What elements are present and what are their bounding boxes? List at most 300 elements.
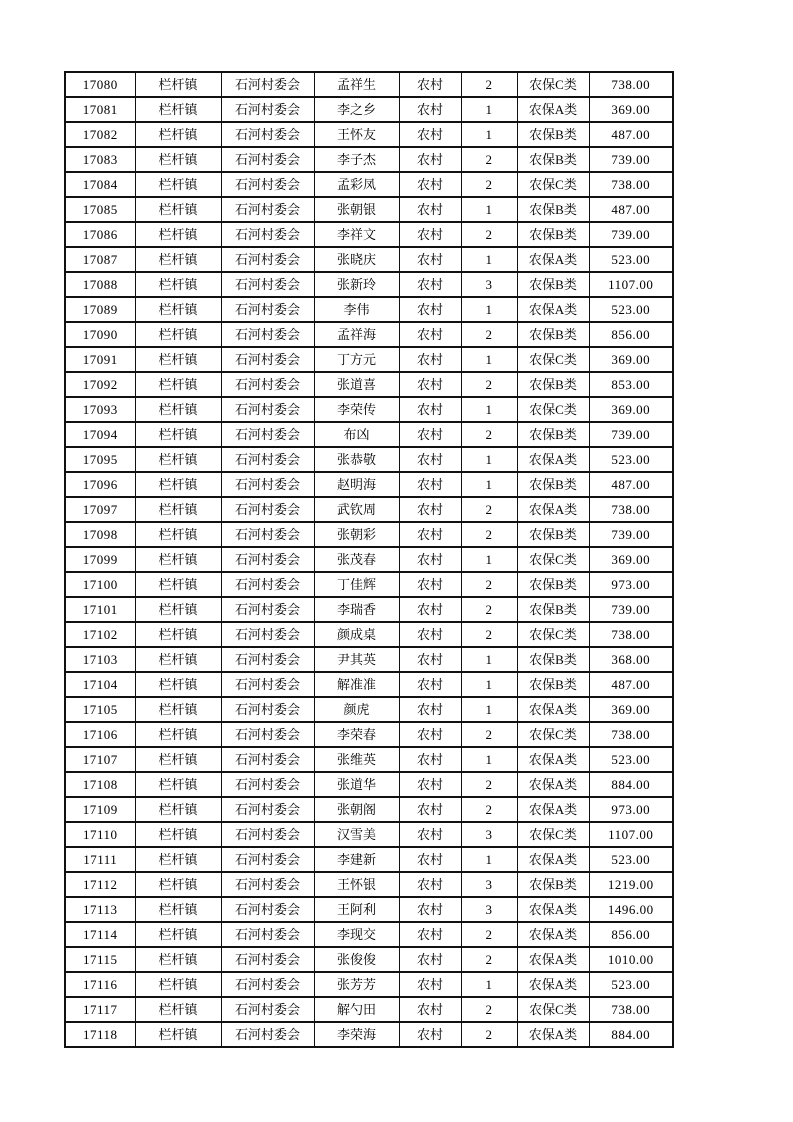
cell-town: 栏杆镇 xyxy=(135,897,221,922)
cell-residence-type: 农村 xyxy=(399,72,461,97)
cell-residence-type: 农村 xyxy=(399,972,461,997)
cell-amount: 1219.00 xyxy=(589,872,673,897)
cell-residence-type: 农村 xyxy=(399,397,461,422)
cell-amount: 487.00 xyxy=(589,122,673,147)
cell-village-committee: 石河村委会 xyxy=(221,497,314,522)
cell-insurance-category: 农保C类 xyxy=(517,72,589,97)
cell-town: 栏杆镇 xyxy=(135,347,221,372)
table-row xyxy=(65,622,673,647)
cell-person-name: 王阿利 xyxy=(314,897,399,922)
cell-person-name: 张道喜 xyxy=(314,372,399,397)
cell-person-name: 李荣海 xyxy=(314,1022,399,1047)
table-row xyxy=(65,822,673,847)
cell-town: 栏杆镇 xyxy=(135,97,221,122)
cell-residence-type: 农村 xyxy=(399,497,461,522)
cell-person-name: 尹其英 xyxy=(314,647,399,672)
cell-amount: 973.00 xyxy=(589,572,673,597)
table-row xyxy=(65,197,673,222)
cell-insurance-category: 农保B类 xyxy=(517,147,589,172)
cell-insurance-category: 农保A类 xyxy=(517,772,589,797)
cell-insurance-category: 农保A类 xyxy=(517,922,589,947)
cell-serial-number: 17080 xyxy=(65,72,135,97)
cell-village-committee: 石河村委会 xyxy=(221,147,314,172)
cell-village-committee: 石河村委会 xyxy=(221,372,314,397)
cell-person-count: 2 xyxy=(461,522,517,547)
cell-amount: 523.00 xyxy=(589,297,673,322)
cell-residence-type: 农村 xyxy=(399,572,461,597)
cell-residence-type: 农村 xyxy=(399,697,461,722)
cell-person-name: 解勺田 xyxy=(314,997,399,1022)
cell-village-committee: 石河村委会 xyxy=(221,222,314,247)
cell-person-count: 2 xyxy=(461,947,517,972)
cell-serial-number: 17096 xyxy=(65,472,135,497)
table-row xyxy=(65,222,673,247)
cell-village-committee: 石河村委会 xyxy=(221,247,314,272)
cell-serial-number: 17084 xyxy=(65,172,135,197)
cell-insurance-category: 农保B类 xyxy=(517,597,589,622)
cell-village-committee: 石河村委会 xyxy=(221,447,314,472)
cell-person-name: 李祥文 xyxy=(314,222,399,247)
cell-person-count: 2 xyxy=(461,922,517,947)
cell-insurance-category: 农保B类 xyxy=(517,322,589,347)
cell-person-count: 1 xyxy=(461,247,517,272)
table-row xyxy=(65,547,673,572)
cell-person-count: 2 xyxy=(461,997,517,1022)
cell-town: 栏杆镇 xyxy=(135,797,221,822)
cell-person-count: 3 xyxy=(461,897,517,922)
cell-person-count: 2 xyxy=(461,322,517,347)
cell-residence-type: 农村 xyxy=(399,647,461,672)
cell-insurance-category: 农保C类 xyxy=(517,822,589,847)
cell-insurance-category: 农保A类 xyxy=(517,697,589,722)
cell-insurance-category: 农保C类 xyxy=(517,547,589,572)
cell-serial-number: 17094 xyxy=(65,422,135,447)
cell-village-committee: 石河村委会 xyxy=(221,297,314,322)
cell-insurance-category: 农保B类 xyxy=(517,647,589,672)
table-row xyxy=(65,422,673,447)
cell-residence-type: 农村 xyxy=(399,97,461,122)
cell-person-name: 赵明海 xyxy=(314,472,399,497)
cell-insurance-category: 农保A类 xyxy=(517,97,589,122)
cell-serial-number: 17086 xyxy=(65,222,135,247)
cell-serial-number: 17114 xyxy=(65,922,135,947)
cell-amount: 973.00 xyxy=(589,797,673,822)
table-row xyxy=(65,1022,673,1047)
cell-residence-type: 农村 xyxy=(399,522,461,547)
cell-person-count: 3 xyxy=(461,872,517,897)
table-row xyxy=(65,597,673,622)
cell-town: 栏杆镇 xyxy=(135,822,221,847)
cell-person-name: 丁方元 xyxy=(314,347,399,372)
cell-insurance-category: 农保C类 xyxy=(517,347,589,372)
cell-village-committee: 石河村委会 xyxy=(221,597,314,622)
cell-person-count: 1 xyxy=(461,397,517,422)
cell-serial-number: 17113 xyxy=(65,897,135,922)
cell-serial-number: 17104 xyxy=(65,672,135,697)
cell-person-count: 1 xyxy=(461,97,517,122)
cell-person-count: 1 xyxy=(461,847,517,872)
table-row xyxy=(65,272,673,297)
cell-amount: 487.00 xyxy=(589,197,673,222)
cell-insurance-category: 农保A类 xyxy=(517,747,589,772)
cell-village-committee: 石河村委会 xyxy=(221,997,314,1022)
cell-person-count: 1 xyxy=(461,747,517,772)
cell-amount: 368.00 xyxy=(589,647,673,672)
cell-serial-number: 17098 xyxy=(65,522,135,547)
cell-town: 栏杆镇 xyxy=(135,772,221,797)
cell-residence-type: 农村 xyxy=(399,122,461,147)
cell-town: 栏杆镇 xyxy=(135,372,221,397)
cell-residence-type: 农村 xyxy=(399,172,461,197)
cell-residence-type: 农村 xyxy=(399,822,461,847)
cell-amount: 856.00 xyxy=(589,922,673,947)
cell-person-count: 1 xyxy=(461,197,517,222)
cell-amount: 739.00 xyxy=(589,597,673,622)
cell-person-count: 2 xyxy=(461,597,517,622)
cell-serial-number: 17081 xyxy=(65,97,135,122)
cell-residence-type: 农村 xyxy=(399,722,461,747)
cell-person-name: 张俊俊 xyxy=(314,947,399,972)
cell-town: 栏杆镇 xyxy=(135,672,221,697)
table-row xyxy=(65,397,673,422)
cell-village-committee: 石河村委会 xyxy=(221,97,314,122)
cell-village-committee: 石河村委会 xyxy=(221,72,314,97)
cell-town: 栏杆镇 xyxy=(135,122,221,147)
cell-amount: 739.00 xyxy=(589,147,673,172)
cell-village-committee: 石河村委会 xyxy=(221,547,314,572)
cell-residence-type: 农村 xyxy=(399,922,461,947)
cell-serial-number: 17110 xyxy=(65,822,135,847)
cell-amount: 738.00 xyxy=(589,997,673,1022)
cell-amount: 523.00 xyxy=(589,447,673,472)
cell-insurance-category: 农保B类 xyxy=(517,422,589,447)
cell-village-committee: 石河村委会 xyxy=(221,572,314,597)
table-row xyxy=(65,747,673,772)
cell-town: 栏杆镇 xyxy=(135,172,221,197)
cell-serial-number: 17102 xyxy=(65,622,135,647)
cell-person-name: 武钦周 xyxy=(314,497,399,522)
insurance-payment-table xyxy=(64,71,674,1048)
cell-village-committee: 石河村委会 xyxy=(221,672,314,697)
cell-town: 栏杆镇 xyxy=(135,197,221,222)
cell-serial-number: 17103 xyxy=(65,647,135,672)
cell-town: 栏杆镇 xyxy=(135,622,221,647)
cell-amount: 487.00 xyxy=(589,472,673,497)
cell-insurance-category: 农保A类 xyxy=(517,497,589,522)
cell-person-name: 李建新 xyxy=(314,847,399,872)
cell-insurance-category: 农保B类 xyxy=(517,872,589,897)
cell-insurance-category: 农保B类 xyxy=(517,272,589,297)
cell-residence-type: 农村 xyxy=(399,247,461,272)
cell-person-name: 李瑞香 xyxy=(314,597,399,622)
cell-person-name: 李子杰 xyxy=(314,147,399,172)
cell-residence-type: 农村 xyxy=(399,222,461,247)
table-row xyxy=(65,447,673,472)
cell-amount: 369.00 xyxy=(589,97,673,122)
cell-amount: 369.00 xyxy=(589,347,673,372)
cell-serial-number: 17082 xyxy=(65,122,135,147)
cell-person-count: 1 xyxy=(461,347,517,372)
cell-town: 栏杆镇 xyxy=(135,972,221,997)
table-row xyxy=(65,722,673,747)
table-row xyxy=(65,922,673,947)
cell-village-committee: 石河村委会 xyxy=(221,472,314,497)
cell-person-name: 张恭敬 xyxy=(314,447,399,472)
table-row xyxy=(65,97,673,122)
cell-person-name: 解准准 xyxy=(314,672,399,697)
cell-person-name: 丁佳辉 xyxy=(314,572,399,597)
cell-town: 栏杆镇 xyxy=(135,547,221,572)
cell-person-count: 1 xyxy=(461,297,517,322)
table-row xyxy=(65,772,673,797)
cell-village-committee: 石河村委会 xyxy=(221,797,314,822)
cell-amount: 523.00 xyxy=(589,247,673,272)
cell-serial-number: 17112 xyxy=(65,872,135,897)
cell-person-count: 1 xyxy=(461,697,517,722)
cell-person-count: 2 xyxy=(461,572,517,597)
cell-person-name: 汉雪美 xyxy=(314,822,399,847)
cell-village-committee: 石河村委会 xyxy=(221,422,314,447)
cell-town: 栏杆镇 xyxy=(135,697,221,722)
table-row xyxy=(65,72,673,97)
cell-insurance-category: 农保A类 xyxy=(517,447,589,472)
table-row xyxy=(65,997,673,1022)
table-row xyxy=(65,947,673,972)
cell-person-name: 王怀银 xyxy=(314,872,399,897)
cell-town: 栏杆镇 xyxy=(135,272,221,297)
cell-person-count: 1 xyxy=(461,122,517,147)
cell-person-count: 1 xyxy=(461,647,517,672)
cell-serial-number: 17093 xyxy=(65,397,135,422)
cell-village-committee: 石河村委会 xyxy=(221,922,314,947)
cell-person-name: 颜虎 xyxy=(314,697,399,722)
cell-amount: 1107.00 xyxy=(589,272,673,297)
cell-person-count: 2 xyxy=(461,72,517,97)
cell-amount: 523.00 xyxy=(589,972,673,997)
cell-residence-type: 农村 xyxy=(399,797,461,822)
cell-town: 栏杆镇 xyxy=(135,72,221,97)
cell-village-committee: 石河村委会 xyxy=(221,197,314,222)
cell-insurance-category: 农保B类 xyxy=(517,372,589,397)
cell-village-committee: 石河村委会 xyxy=(221,947,314,972)
table-row xyxy=(65,497,673,522)
cell-town: 栏杆镇 xyxy=(135,997,221,1022)
cell-serial-number: 17085 xyxy=(65,197,135,222)
cell-serial-number: 17101 xyxy=(65,597,135,622)
cell-residence-type: 农村 xyxy=(399,197,461,222)
cell-person-count: 2 xyxy=(461,1022,517,1047)
cell-amount: 738.00 xyxy=(589,172,673,197)
cell-person-name: 颜成桌 xyxy=(314,622,399,647)
table-row xyxy=(65,297,673,322)
cell-residence-type: 农村 xyxy=(399,472,461,497)
cell-town: 栏杆镇 xyxy=(135,847,221,872)
cell-village-committee: 石河村委会 xyxy=(221,172,314,197)
table-row xyxy=(65,872,673,897)
cell-town: 栏杆镇 xyxy=(135,322,221,347)
cell-town: 栏杆镇 xyxy=(135,472,221,497)
cell-serial-number: 17115 xyxy=(65,947,135,972)
cell-amount: 523.00 xyxy=(589,747,673,772)
cell-person-count: 2 xyxy=(461,422,517,447)
cell-village-committee: 石河村委会 xyxy=(221,322,314,347)
cell-person-count: 2 xyxy=(461,772,517,797)
cell-insurance-category: 农保C类 xyxy=(517,172,589,197)
cell-amount: 1010.00 xyxy=(589,947,673,972)
table-row xyxy=(65,522,673,547)
cell-village-committee: 石河村委会 xyxy=(221,1022,314,1047)
cell-serial-number: 17083 xyxy=(65,147,135,172)
table-row xyxy=(65,572,673,597)
cell-village-committee: 石河村委会 xyxy=(221,872,314,897)
cell-insurance-category: 农保B类 xyxy=(517,122,589,147)
cell-insurance-category: 农保A类 xyxy=(517,947,589,972)
cell-insurance-category: 农保B类 xyxy=(517,197,589,222)
cell-person-name: 张道华 xyxy=(314,772,399,797)
table-row xyxy=(65,647,673,672)
cell-person-name: 张朝彩 xyxy=(314,522,399,547)
cell-town: 栏杆镇 xyxy=(135,447,221,472)
cell-person-name: 张茂春 xyxy=(314,547,399,572)
cell-village-committee: 石河村委会 xyxy=(221,272,314,297)
cell-residence-type: 农村 xyxy=(399,947,461,972)
cell-residence-type: 农村 xyxy=(399,897,461,922)
cell-insurance-category: 农保C类 xyxy=(517,622,589,647)
cell-insurance-category: 农保A类 xyxy=(517,297,589,322)
cell-serial-number: 17097 xyxy=(65,497,135,522)
cell-person-count: 2 xyxy=(461,147,517,172)
cell-person-name: 张晓庆 xyxy=(314,247,399,272)
cell-serial-number: 17089 xyxy=(65,297,135,322)
cell-serial-number: 17095 xyxy=(65,447,135,472)
cell-residence-type: 农村 xyxy=(399,147,461,172)
cell-serial-number: 17109 xyxy=(65,797,135,822)
cell-amount: 884.00 xyxy=(589,772,673,797)
cell-town: 栏杆镇 xyxy=(135,247,221,272)
table-row xyxy=(65,897,673,922)
cell-village-committee: 石河村委会 xyxy=(221,722,314,747)
cell-town: 栏杆镇 xyxy=(135,647,221,672)
cell-town: 栏杆镇 xyxy=(135,497,221,522)
cell-person-name: 孟祥生 xyxy=(314,72,399,97)
cell-person-name: 李荣春 xyxy=(314,722,399,747)
cell-village-committee: 石河村委会 xyxy=(221,897,314,922)
cell-serial-number: 17092 xyxy=(65,372,135,397)
cell-town: 栏杆镇 xyxy=(135,422,221,447)
cell-amount: 738.00 xyxy=(589,722,673,747)
cell-insurance-category: 农保A类 xyxy=(517,247,589,272)
cell-amount: 369.00 xyxy=(589,547,673,572)
cell-insurance-category: 农保B类 xyxy=(517,672,589,697)
cell-insurance-category: 农保C类 xyxy=(517,722,589,747)
cell-amount: 738.00 xyxy=(589,622,673,647)
cell-person-count: 1 xyxy=(461,547,517,572)
cell-residence-type: 农村 xyxy=(399,772,461,797)
cell-serial-number: 17105 xyxy=(65,697,135,722)
cell-amount: 523.00 xyxy=(589,847,673,872)
cell-serial-number: 17091 xyxy=(65,347,135,372)
cell-residence-type: 农村 xyxy=(399,447,461,472)
cell-town: 栏杆镇 xyxy=(135,922,221,947)
cell-person-name: 王怀友 xyxy=(314,122,399,147)
cell-village-committee: 石河村委会 xyxy=(221,847,314,872)
cell-town: 栏杆镇 xyxy=(135,722,221,747)
cell-person-count: 2 xyxy=(461,797,517,822)
cell-town: 栏杆镇 xyxy=(135,147,221,172)
cell-residence-type: 农村 xyxy=(399,297,461,322)
cell-person-name: 李现交 xyxy=(314,922,399,947)
cell-residence-type: 农村 xyxy=(399,547,461,572)
table-row xyxy=(65,797,673,822)
table-row xyxy=(65,697,673,722)
cell-village-committee: 石河村委会 xyxy=(221,747,314,772)
cell-residence-type: 农村 xyxy=(399,422,461,447)
cell-insurance-category: 农保A类 xyxy=(517,797,589,822)
cell-amount: 1496.00 xyxy=(589,897,673,922)
cell-residence-type: 农村 xyxy=(399,672,461,697)
cell-serial-number: 17090 xyxy=(65,322,135,347)
cell-serial-number: 17117 xyxy=(65,997,135,1022)
cell-village-committee: 石河村委会 xyxy=(221,397,314,422)
table-body xyxy=(65,72,673,1047)
cell-town: 栏杆镇 xyxy=(135,947,221,972)
cell-serial-number: 17087 xyxy=(65,247,135,272)
cell-amount: 739.00 xyxy=(589,522,673,547)
cell-insurance-category: 农保B类 xyxy=(517,472,589,497)
cell-residence-type: 农村 xyxy=(399,272,461,297)
cell-serial-number: 17108 xyxy=(65,772,135,797)
cell-serial-number: 17100 xyxy=(65,572,135,597)
cell-person-count: 3 xyxy=(461,822,517,847)
cell-insurance-category: 农保A类 xyxy=(517,847,589,872)
cell-person-count: 1 xyxy=(461,972,517,997)
cell-person-name: 孟祥海 xyxy=(314,322,399,347)
cell-insurance-category: 农保B类 xyxy=(517,572,589,597)
cell-village-committee: 石河村委会 xyxy=(221,822,314,847)
cell-residence-type: 农村 xyxy=(399,597,461,622)
cell-residence-type: 农村 xyxy=(399,747,461,772)
cell-town: 栏杆镇 xyxy=(135,747,221,772)
cell-person-name: 孟彩凤 xyxy=(314,172,399,197)
cell-person-count: 1 xyxy=(461,447,517,472)
cell-town: 栏杆镇 xyxy=(135,297,221,322)
cell-residence-type: 农村 xyxy=(399,372,461,397)
cell-village-committee: 石河村委会 xyxy=(221,122,314,147)
cell-amount: 884.00 xyxy=(589,1022,673,1047)
table-row xyxy=(65,147,673,172)
cell-village-committee: 石河村委会 xyxy=(221,772,314,797)
table-row xyxy=(65,372,673,397)
table-row xyxy=(65,972,673,997)
cell-serial-number: 17099 xyxy=(65,547,135,572)
cell-amount: 1107.00 xyxy=(589,822,673,847)
cell-village-committee: 石河村委会 xyxy=(221,697,314,722)
cell-town: 栏杆镇 xyxy=(135,597,221,622)
cell-serial-number: 17111 xyxy=(65,847,135,872)
table-row xyxy=(65,247,673,272)
cell-person-name: 张朝阁 xyxy=(314,797,399,822)
cell-amount: 739.00 xyxy=(589,422,673,447)
cell-person-name: 李荣传 xyxy=(314,397,399,422)
cell-town: 栏杆镇 xyxy=(135,397,221,422)
cell-person-name: 张朝银 xyxy=(314,197,399,222)
cell-person-count: 2 xyxy=(461,222,517,247)
cell-residence-type: 农村 xyxy=(399,622,461,647)
cell-town: 栏杆镇 xyxy=(135,1022,221,1047)
cell-person-count: 2 xyxy=(461,372,517,397)
cell-town: 栏杆镇 xyxy=(135,222,221,247)
cell-person-count: 2 xyxy=(461,722,517,747)
